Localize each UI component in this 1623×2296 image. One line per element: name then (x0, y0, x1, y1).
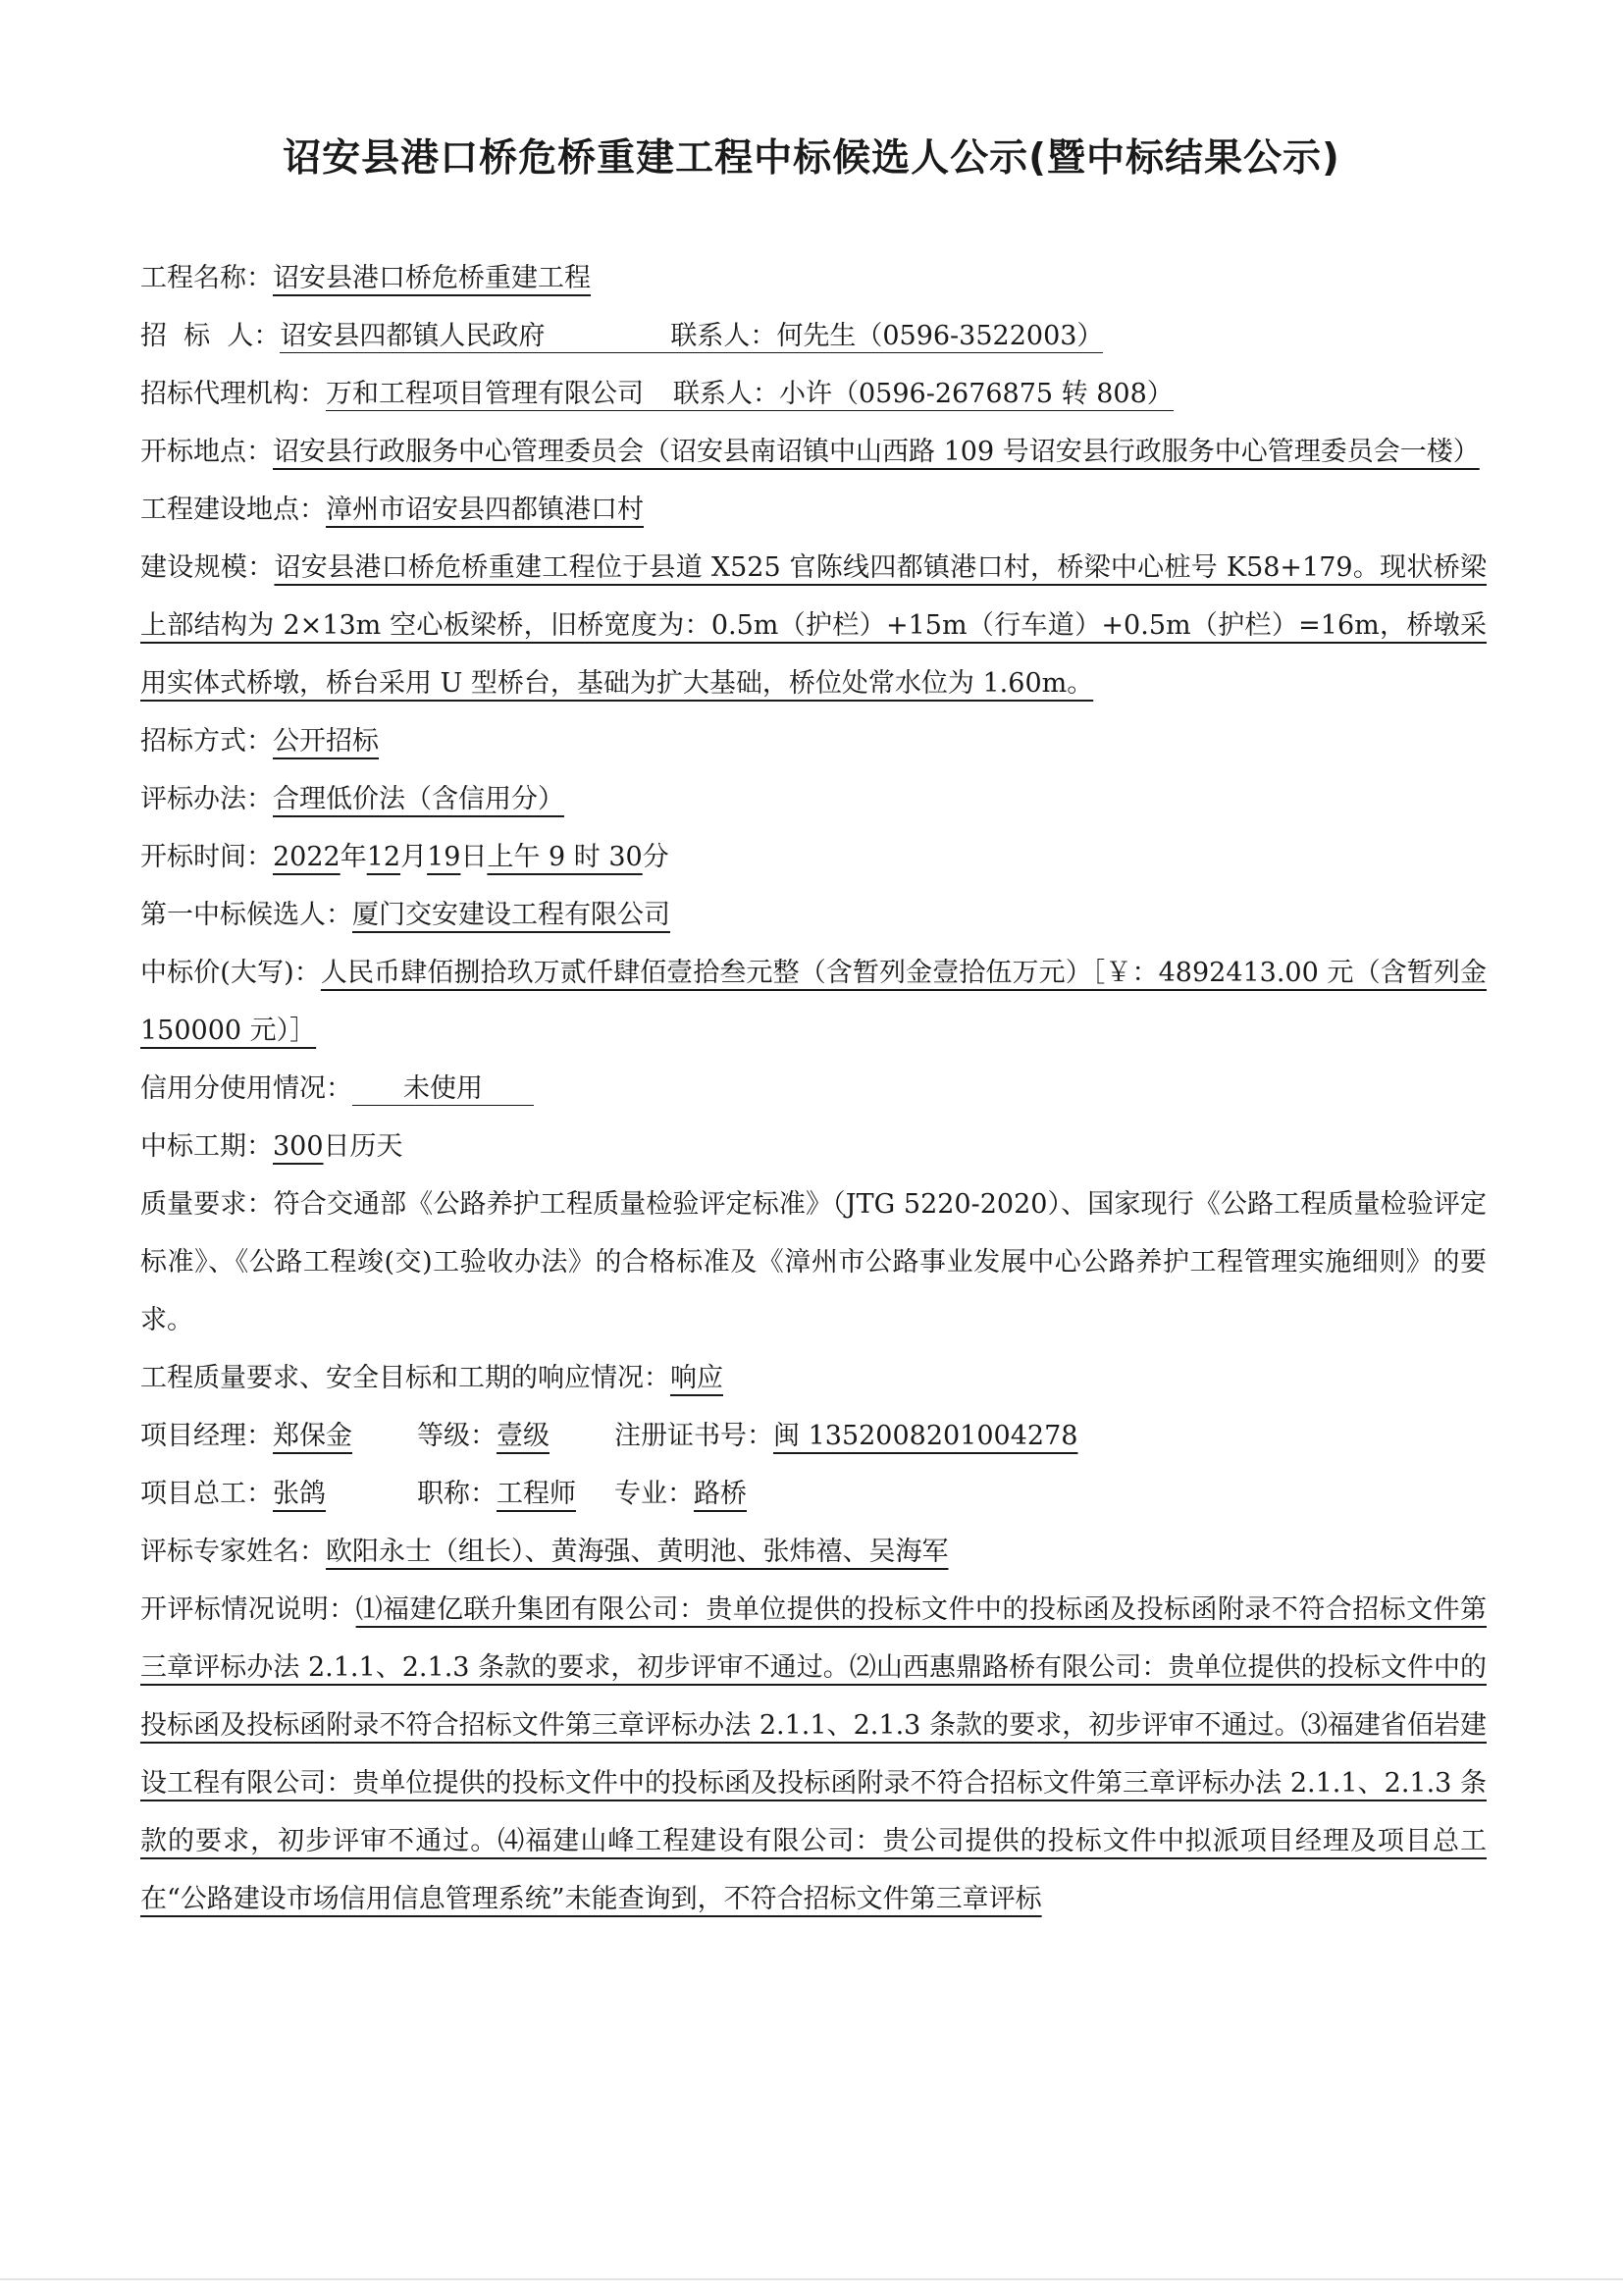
response-row (140, 1349, 1487, 1407)
project-name-row (140, 249, 1487, 307)
pm-cert-label: 注册证书号： (614, 1421, 773, 1451)
opening-month-unit: 月 (400, 842, 428, 872)
evaluation-explanation (140, 1581, 1487, 1928)
scan-edge-line (0, 2278, 1623, 2280)
duration-unit: 日历天 (323, 1131, 403, 1162)
bid-opening-place-label: 开标地点： (140, 437, 273, 467)
duration-value: 300 (273, 1131, 324, 1162)
opening-month: 12 (366, 842, 401, 872)
first-candidate-row (140, 886, 1487, 944)
project-name-value: 诏安县港口桥危桥重建工程 (273, 263, 591, 293)
opening-clock: 上午 9 时 30 (487, 842, 643, 872)
agency-value: 万和工程项目管理有限公司 (326, 379, 644, 409)
bid-price-value: 人民币肆佰捌拾玖万贰仟肆佰壹拾叁元整（含暂列金壹拾伍万元）［￥：4892413.00 元（含暂列金 150000 元）］ (140, 958, 1487, 1046)
bid-opening-place-value: 诏安县行政服务中心管理委员会（诏安县南诏镇中山西路 109 号诏安县行政服务中心管理委员会一楼） (273, 437, 1480, 467)
opening-day: 19 (427, 842, 461, 872)
evaluation-method-label: 评标办法： (140, 784, 273, 814)
response-value: 响应 (670, 1363, 723, 1393)
tenderer-contact-label: 联系人： (670, 321, 777, 351)
opening-time-row (140, 828, 1487, 886)
explanation-value: ⑴福建亿联升集团有限公司：贵单位提供的投标文件中的投标函及投标函附录不符合招标文件第三章评标办法 2.1.1、2.1.3 条款的要求，初步评审不通过。⑵山西惠鼎路桥有限公司：贵单位提供的投标文件中的投标函及投标函附录不符合招标文件第三章评标办法 2.1.1、2.1.3 条款的要求，初步评审不通过。⑶福建省佰岩建设工程有限公司：贵单位提供的投标文件中的投标函及投标函附录不符合招标文件第三章评标办法 2.1.1、2.1.3 条款的要求，初步评审不通过。⑷福建山峰工程建设有限公司：贵公司提供的投标文件中拟派项目经理及项目总工在“公路建设市场信用信息管理系统”未能查询到，不符合招标文件第三章评标 (140, 1594, 1487, 1914)
page-title: 诏安县港口桥危桥重建工程中标候选人公示(暨中标结果公示) (283, 136, 1340, 181)
credit-usage-value: 未使用 (352, 1073, 534, 1106)
first-candidate-label: 第一中标候选人： (140, 900, 352, 930)
bidding-method-row (140, 712, 1487, 770)
project-name-label: 工程名称： (140, 263, 273, 293)
quality-requirement (140, 1175, 1487, 1349)
bid-price (140, 944, 1487, 1060)
tenderer-value: 诏安县四都镇人民政府 (280, 321, 556, 353)
credit-usage-label: 信用分使用情况： (140, 1073, 352, 1104)
bidding-method-label: 招标方式： (140, 726, 273, 757)
bid-price-label: 中标价(大写)： (140, 958, 321, 988)
agency-contact-value: 小许（0596-2676875 转 808） (779, 379, 1174, 409)
ce-title-label: 职称： (417, 1479, 497, 1509)
construction-site-row (140, 481, 1487, 539)
pm-grade-value: 壹级 (497, 1421, 550, 1451)
agency-row (140, 365, 1487, 423)
tenderer-label: 招 标 人： (140, 321, 281, 351)
scale-label: 建设规模： (140, 552, 275, 583)
tenderer-gap (556, 321, 670, 353)
project-manager-label: 项目经理： (140, 1421, 273, 1451)
scale-value: 诏安县港口桥危桥重建工程位于县道 X525 官陈线四都镇港口村，桥梁中心桩号 K58+179。现状桥梁上部结构为 2×13m 空心板梁桥，旧桥宽度为：0.5m（护栏）+15m（行车道）+0.5m（护栏）=16m，桥墩采用实体式桥墩，桥台采用 U 型桥台，基础为扩大基础，桥位处常水位为 1.60m。 (140, 552, 1488, 699)
chief-engineer-value: 张鸽 (273, 1479, 326, 1509)
bidding-method-value: 公开招标 (273, 726, 379, 757)
announcement-body (140, 249, 1487, 1928)
evaluation-method-row (140, 770, 1487, 828)
construction-site-value: 漳州市诏安县四都镇港口村 (326, 495, 644, 525)
credit-usage-row (140, 1060, 1487, 1118)
experts-row (140, 1523, 1487, 1581)
tenderer-row (140, 307, 1487, 365)
experts-label: 评标专家姓名： (140, 1537, 326, 1567)
opening-year-unit: 年 (340, 842, 367, 872)
project-manager-row (140, 1407, 1487, 1465)
tenderer-contact-value: 何先生（0596-3522003） (776, 321, 1104, 351)
quality-value: 符合交通部《公路养护工程质量检验评定标准》（JTG 5220-2020）、国家现行《公路工程质量检验评定标准》、《公路工程竣(交)工验收办法》的合格标准及《漳州市公路事业发展中心公路养护工程管理实施细则》的要求。 (140, 1189, 1488, 1335)
construction-site-label: 工程建设地点： (140, 495, 326, 525)
opening-clock-unit: 分 (642, 842, 669, 872)
agency-gap (626, 379, 673, 411)
ce-major-label: 专业： (614, 1479, 694, 1509)
quality-label: 质量要求： (140, 1189, 274, 1220)
ce-major-value: 路桥 (694, 1479, 747, 1509)
bid-opening-place (140, 423, 1487, 481)
opening-time-label: 开标时间： (140, 842, 273, 872)
response-label: 工程质量要求、安全目标和工期的响应情况： (140, 1363, 670, 1393)
chief-engineer-label: 项目总工： (140, 1479, 273, 1509)
ce-title-value: 工程师 (497, 1479, 576, 1509)
agency-contact-label: 联系人： (673, 379, 779, 409)
opening-year: 2022 (273, 842, 340, 872)
experts-value: 欧阳永士（组长）、黄海强、黄明池、张炜禧、吴海军 (326, 1537, 949, 1567)
explanation-label: 开评标情况说明： (140, 1594, 356, 1625)
pm-grade-label: 等级： (417, 1421, 497, 1451)
agency-label: 招标代理机构： (140, 379, 326, 409)
duration-row (140, 1118, 1487, 1175)
first-candidate-value: 厦门交安建设工程有限公司 (352, 900, 670, 930)
chief-engineer-row (140, 1465, 1487, 1523)
pm-cert-value: 闽 1352008201004278 (773, 1421, 1078, 1451)
duration-label: 中标工期： (140, 1131, 273, 1162)
opening-day-unit: 日 (460, 842, 488, 872)
evaluation-method-value: 合理低价法（含信用分） (273, 784, 564, 814)
project-manager-value: 郑保金 (273, 1421, 352, 1451)
construction-scale (140, 539, 1487, 712)
